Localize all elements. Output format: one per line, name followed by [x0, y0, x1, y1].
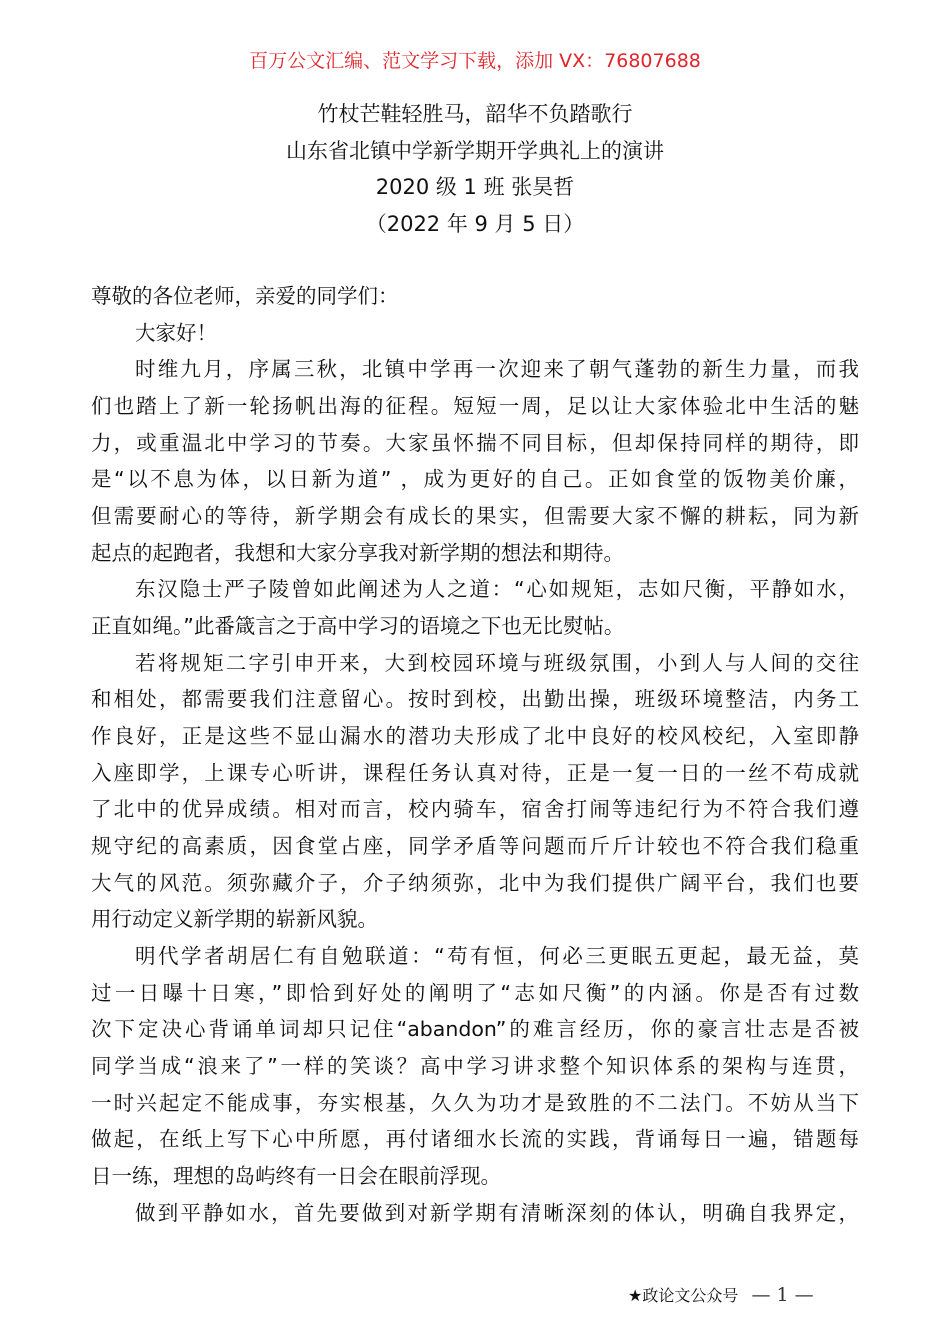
text-line: 次下定决心背诵单词却只记住“abandon”的难言经历，你的豪言壮志是否被: [91, 1017, 859, 1042]
text-line: 做起，在纸上写下心中所愿，再付诸细水长流的实践，背诵每日一遍，错题每: [91, 1127, 859, 1152]
text-line: 一时兴起定不能成事，夯实根基，久久为功才是致胜的不二法门。不妨从当下: [91, 1090, 859, 1115]
text-line: 时维九月，序属三秋，北镇中学再一次迎来了朝气蓬勃的新生力量，而我: [135, 357, 859, 382]
paragraph: [91, 575, 859, 648]
text-line: 们也踏上了新一轮扬帆出海的征程。短短一周，足以让大家体验北中生活的魅: [91, 394, 859, 419]
text-line: 大家好！: [135, 320, 217, 345]
footer-source: ★政论文公众号: [628, 1286, 739, 1305]
text-line: 力，或重温北中学习的节奏。大家虽怀揣不同目标，但却保持同样的期待，即: [91, 430, 859, 455]
page-footer: [628, 1283, 814, 1306]
text-line: 但需要耐心的等待，新学期会有成长的果实，但需要大家不懈的耕耘，同为新: [91, 504, 859, 529]
text-line: 作良好，正是这些不显山漏水的潜功夫形成了北中良好的校风校纪，入室即静: [91, 724, 859, 749]
text-line: 若将规矩二字引申开来，大到校园环境与班级氛围，小到人与人间的交往: [135, 650, 859, 675]
text-line: 过一日曝十日寒，”即恰到好处的阐明了“志如尺衡”的内涵。你是否有过数: [91, 980, 859, 1005]
speech-title: 竹杖芒鞋轻胜马，韶华不负踏歌行: [317, 102, 633, 126]
paragraph: [91, 282, 859, 319]
speech-subtitle: 山东省北镇中学新学期开学典礼上的演讲: [286, 139, 664, 163]
text-line: 用行动定义新学期的崭新风貌。: [91, 907, 378, 932]
paragraph: [91, 355, 859, 575]
text-line: 东汉隐士严子陵曾如此阐述为人之道：“心如规矩，志如尺衡，平静如水，: [135, 577, 859, 602]
text-line: 入座即学，上课专心听讲，课程任务认真对待，正是一复一日的一丝不苟成就: [91, 760, 859, 785]
page-number: — 1 —: [751, 1284, 814, 1306]
speech-body: [91, 282, 859, 1235]
paragraph: [91, 649, 859, 942]
text-line: 规守纪的高素质，因食堂占座，同学矛盾等问题而斤斤计较也不符合我们稳重: [91, 834, 859, 859]
text-line: 做到平静如水，首先要做到对新学期有清晰深刻的体认，明确自我界定，: [135, 1200, 859, 1225]
text-line: 正直如绳。”此番箴言之于高中学习的语境之下也无比熨帖。: [91, 614, 625, 639]
date-line: （2022 年 9 月 5 日）: [365, 212, 585, 236]
text-line: 了北中的优异成绩。相对而言，校内骑车，宿舍打闹等违纪行为不符合我们遵: [91, 797, 859, 822]
paragraph: [91, 942, 859, 1199]
text-line: 同学当成“浪来了”一样的笑谈？高中学习讲求整个知识体系的架构与连贯，: [91, 1054, 859, 1079]
text-line: 是“以不息为体，以日新为道” ，成为更好的自己。正如食堂的饭物美价廉，: [91, 467, 859, 492]
text-line: 明代学者胡居仁有自勉联道：“苟有恒，何必三更眠五更起，最无益，莫: [135, 944, 859, 969]
text-line: 尊敬的各位老师，亲爱的同学们：: [91, 284, 399, 308]
text-line: 大气的风范。须弥藏介子，介子纳须弥，北中为我们提供广阔平台，我们也要: [91, 870, 859, 895]
watermark-banner: 百万公文汇编、范文学习下载，添加 VX：76807688: [249, 50, 701, 72]
text-line: 日一练，理想的岛屿终有一日会在眼前浮现。: [91, 1164, 501, 1189]
speaker-line: 2020 级 1 班 张昊哲: [375, 175, 575, 199]
paragraph: [91, 319, 859, 356]
paragraph: [91, 1199, 859, 1236]
text-line: 和相处，都需要我们注意留心。按时到校，出勤出操，班级环境整洁，内务工: [91, 687, 859, 712]
text-line: 起点的起跑者，我想和大家分享我对新学期的想法和期待。: [91, 540, 624, 565]
